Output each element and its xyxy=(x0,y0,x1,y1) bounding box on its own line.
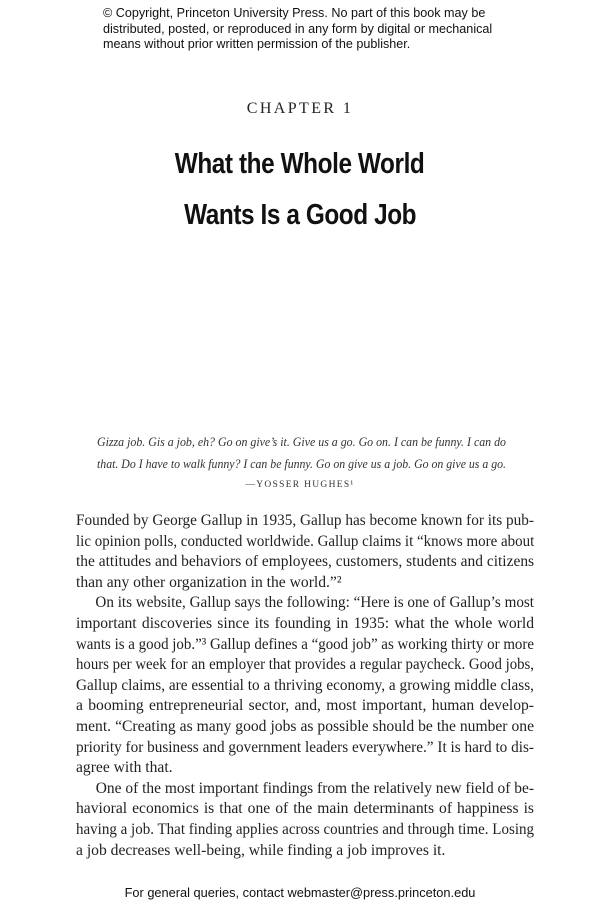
body-line: important discoveries since its founding in 1935: what the whole world xyxy=(76,614,534,632)
body-line: Gallup claims, are essential to a thriving economy, a growing middle class, xyxy=(76,676,534,694)
chapter-title-line-1 xyxy=(0,147,600,181)
copyright-line: means without prior written permission of the publisher. xyxy=(103,37,411,52)
body-line: Founded by George Gallup in 1935, Gallup has become known for its pub- xyxy=(76,512,534,529)
copyright-notice xyxy=(103,6,492,53)
body-line: ment. “Creating as many good jobs as possible should be the number one xyxy=(76,717,534,735)
body-line: priority for business and government leaders everywhere.” It is hard to dis- xyxy=(76,738,534,756)
epigraph-attribution: —YOSSER HUGHES¹ xyxy=(245,480,355,490)
body-line: On its website, Gallup says the following: “Here is one of Gallup’s most xyxy=(95,594,534,612)
body-line: hours per week for an employer that provides a regular paycheck. Good jobs, xyxy=(76,656,534,674)
body-line: a job decreases well-being, while finding a job improves it. xyxy=(76,841,446,859)
footer-contact: For general queries, contact webmaster@press.princeton.edu xyxy=(124,885,476,900)
copyright-line: © Copyright, Princeton University Press. No part of this book may be xyxy=(103,6,486,20)
chapter-title-text: Wants Is a Good Job xyxy=(183,199,417,231)
body-line: agree with that. xyxy=(76,759,173,777)
copyright-line: distributed, posted, or reproduced in any form by digital or mechanical xyxy=(103,21,493,36)
epigraph-line: Gizza job. Gis a job, eh? Go on give’s it. Give us a go. Go on. I can be funny. I can do xyxy=(97,435,506,449)
epigraph xyxy=(97,431,506,475)
body-line: than any other organization in the world.”² xyxy=(76,573,342,591)
chapter-title-text: What the Whole World xyxy=(175,148,425,180)
body-line: wants is a good job.”³ Gallup defines a “good job” as working thirty or more xyxy=(76,635,535,653)
body-line: having a job. That finding applies across countries and through time. Losing xyxy=(76,820,534,838)
body-line: One of the most important findings from the relatively new field of be- xyxy=(95,779,534,797)
epigraph-line: that. Do I have to walk funny? I can be funny. Go on give us a job. Go on give us a go. xyxy=(97,457,506,471)
body-line: the attitudes and behaviors of employees, customers, students and citizens xyxy=(76,553,535,571)
chapter-title-line-2 xyxy=(0,198,600,232)
body-text xyxy=(76,511,534,861)
body-line: lic opinion polls, conducted worldwide. Gallup claims it “knows more about xyxy=(76,532,535,550)
chapter-label: CHAPTER 1 xyxy=(246,100,354,117)
body-line: havioral economics is that one of the main determinants of happiness is xyxy=(76,800,534,818)
body-line: a booming entrepreneurial sector, and, most important, human develop- xyxy=(76,697,534,715)
